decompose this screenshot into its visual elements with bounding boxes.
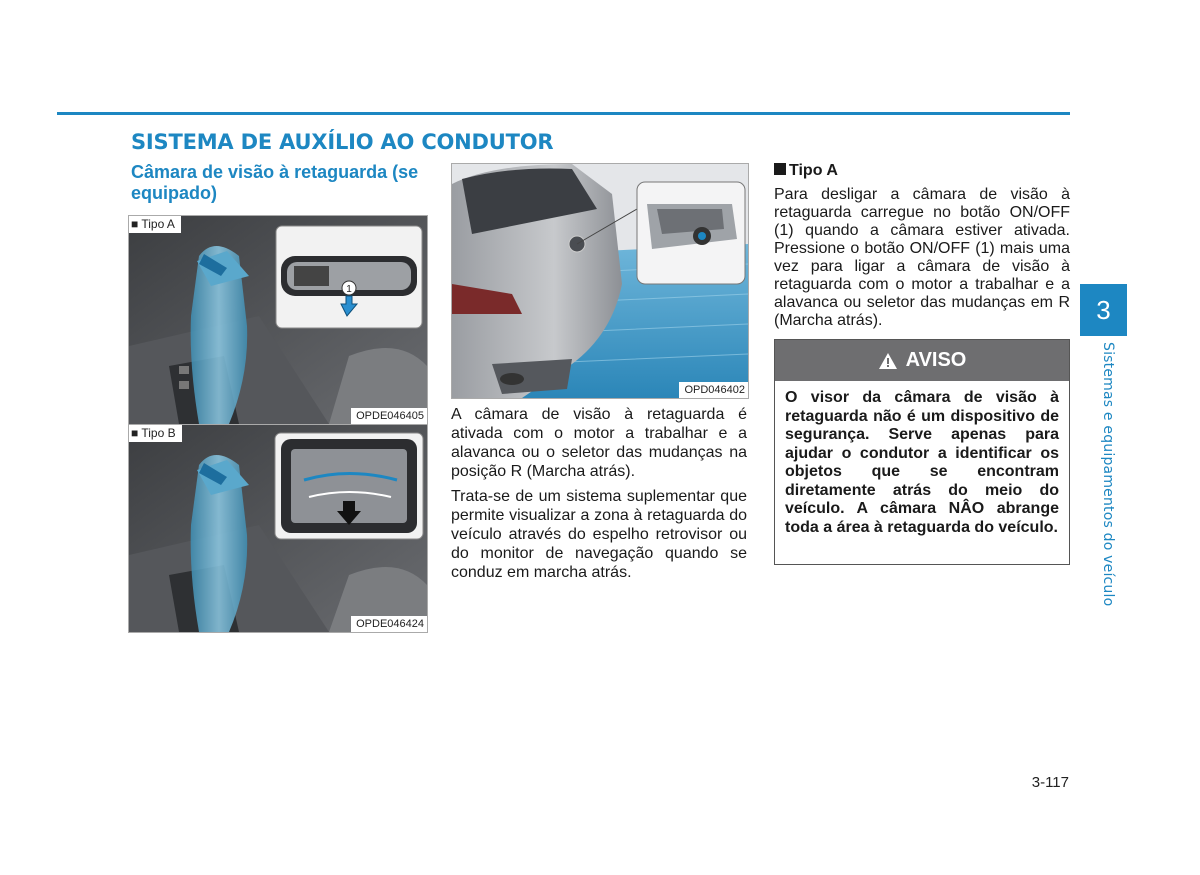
top-rule bbox=[57, 112, 1070, 115]
chapter-title: Sistemas e equipamentos do veículo bbox=[1100, 342, 1116, 607]
figure-code: OPDE046424 bbox=[351, 616, 427, 632]
subsection-title: Câmara de visão à retaguarda (se equipado) bbox=[131, 162, 419, 203]
warning-triangle-icon bbox=[878, 352, 898, 370]
callout-number: 1 bbox=[346, 284, 352, 295]
figure-tipo-b bbox=[128, 424, 428, 633]
middle-text-column bbox=[451, 405, 747, 588]
warning-text: O visor da câmara de visão à retaguarda não é um dispositivo de segurança. Serve apenas para ajudar o condutor a identificar os objetos que se encontram diretamente atrás do meio do veículo. A câmara NÂO abrange toda a área à retaguarda do veículo. bbox=[785, 389, 1059, 536]
warning-header bbox=[775, 340, 1069, 381]
vehicle-rear-camera-illustration bbox=[452, 164, 748, 398]
paragraph: Para desligar a câmara de visão à retaguarda carregue no botão ON/OFF (1) quando a câmara estiver ativada. Pressione o botão ON/OFF (1) mais uma vez para ligar a câmara de visão à retaguarda com o motor a trabalhar e a alavanca ou seletor das mudanças em R (Marcha atrás). bbox=[774, 186, 1070, 329]
paragraph: Trata-se de um sistema suplementar que permite visualizar a zona à retaguarda do veículo através do espelho retrovisor ou do monitor de navegação quando se conduz em marcha atrás. bbox=[451, 488, 747, 581]
figure-label-tipo-a: ■ Tipo A bbox=[129, 216, 181, 233]
figure-label-tipo-b: ■ Tipo B bbox=[129, 425, 182, 442]
figure-code: OPDE046405 bbox=[351, 408, 427, 424]
figure-tipo-a bbox=[128, 215, 428, 425]
chapter-tab: 3 bbox=[1080, 284, 1127, 336]
warning-title: AVISO bbox=[905, 349, 967, 371]
figure-code: OPD046402 bbox=[679, 382, 748, 398]
warning-box bbox=[774, 339, 1070, 565]
tipo-a-text bbox=[774, 186, 1070, 336]
tipo-a-heading: Tipo A bbox=[774, 162, 838, 180]
figure-rear-camera bbox=[451, 163, 749, 399]
page-number: 3-117 bbox=[1031, 774, 1069, 791]
gear-shifter-monitor-illustration bbox=[129, 425, 427, 632]
paragraph: A câmara de visão à retaguarda é ativada com o motor a trabalhar e a alavanca ou o seletor das mudanças na posição R (Marcha atrás). bbox=[451, 406, 747, 480]
section-title: SISTEMA DE AUXÍLIO AO CONDUTOR bbox=[131, 130, 554, 154]
gear-shifter-mirror-illustration bbox=[129, 216, 427, 424]
square-bullet-icon bbox=[774, 163, 786, 175]
